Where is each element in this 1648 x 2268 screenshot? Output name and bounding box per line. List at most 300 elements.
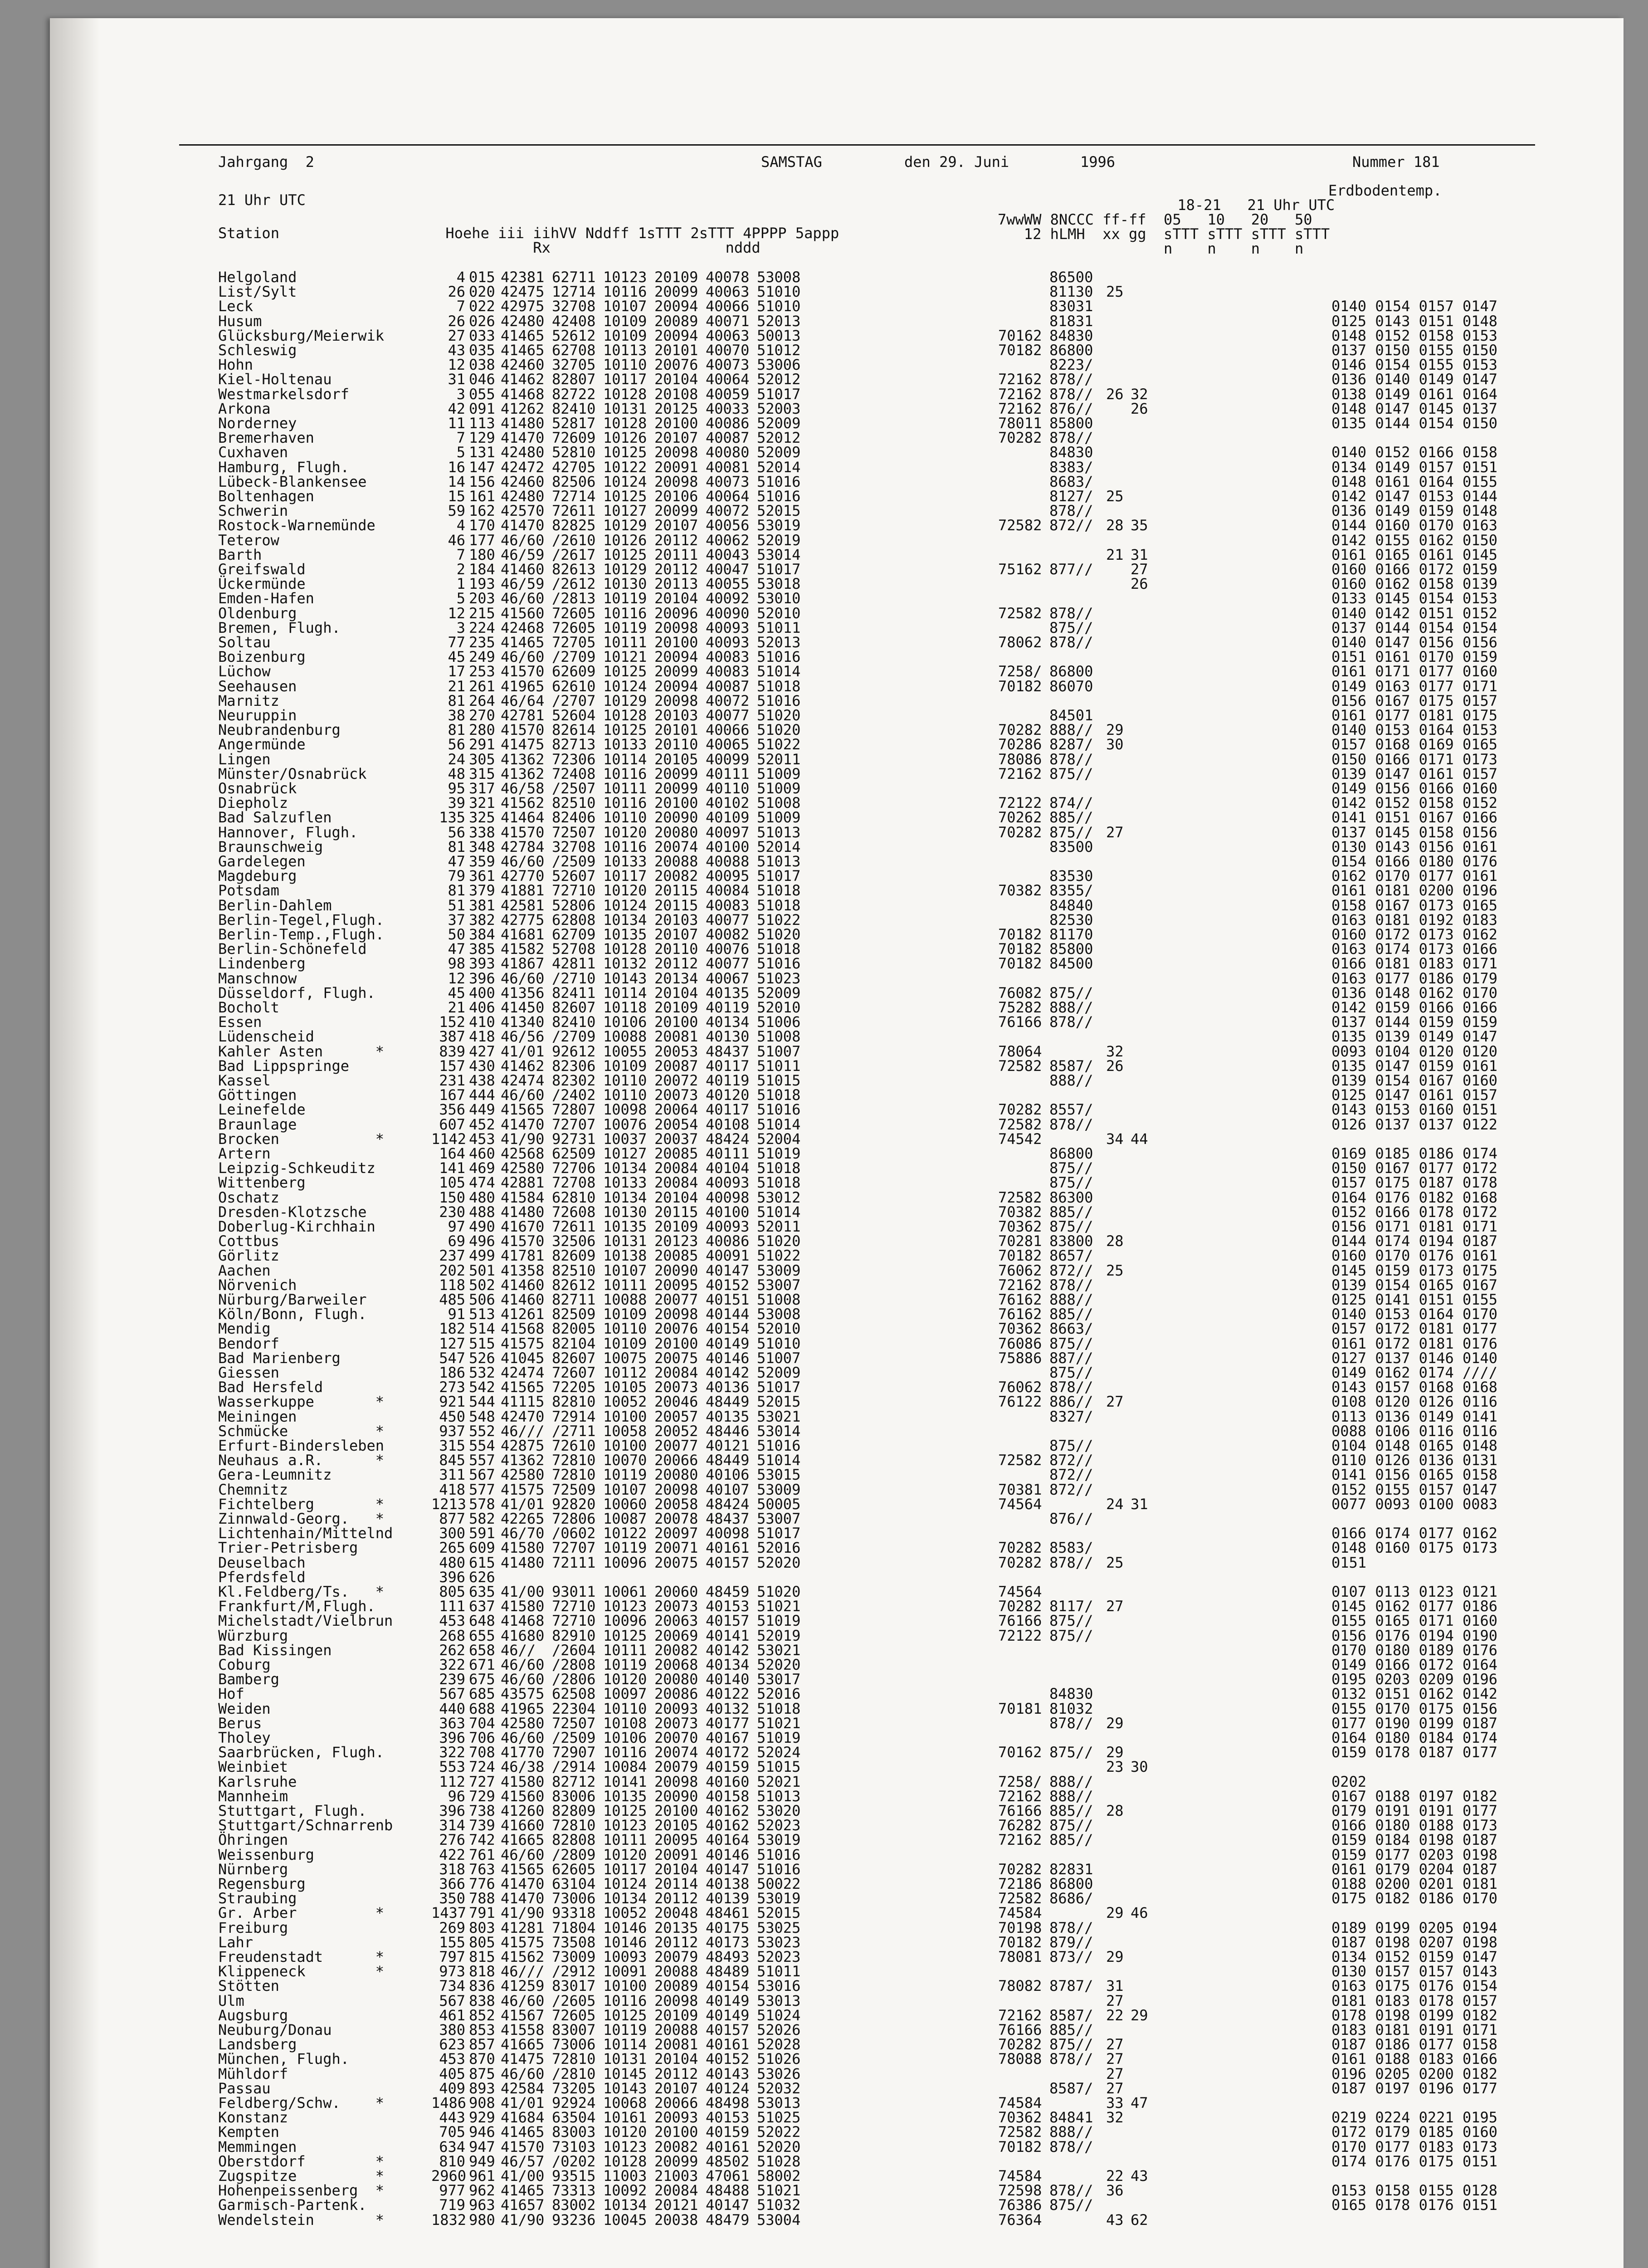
1sttt-cell: 10087 <box>603 1510 647 1527</box>
7wwww-cell: 70262 <box>998 809 1042 826</box>
2sttt-cell: 20080 <box>654 1466 698 1484</box>
table-row <box>218 1453 1648 1467</box>
1sttt-cell: 10134 <box>603 1890 647 1907</box>
hoehe-cell: 1832 <box>431 2211 467 2229</box>
soil-temps-cell: 0142 0159 0166 0166 <box>1331 999 1498 1016</box>
8nccc-cell: 878// <box>1049 2050 1093 2068</box>
hoehe-cell: 56 <box>448 823 465 841</box>
7wwww-cell: 72162 <box>998 1276 1042 1294</box>
table-row <box>218 430 1648 445</box>
table-row <box>218 1862 1648 1877</box>
5appp-cell: 52016 <box>757 1539 801 1557</box>
iii-cell: 317 <box>469 780 495 797</box>
nddff-cell: 63504 <box>552 2109 596 2126</box>
iii-cell: 022 <box>469 298 495 315</box>
hoehe-cell: 167 <box>439 1086 465 1104</box>
7wwww-cell: 7258/ <box>998 663 1042 680</box>
8nccc-cell: 81831 <box>1049 312 1093 330</box>
nddff-cell: 82910 <box>552 1627 596 1644</box>
7wwww-cell: 7258/ <box>998 1773 1042 1790</box>
station-name-cell: Kempten <box>218 2123 279 2141</box>
iii-cell: 501 <box>469 1261 495 1279</box>
iihvv-cell: 46/57 <box>501 2152 545 2170</box>
ff-xx-cell: 27 <box>1106 823 1124 841</box>
iihvv-cell: 41570 <box>501 663 545 680</box>
hoehe-cell: 26 <box>448 312 465 330</box>
table-row <box>218 752 1648 767</box>
5appp-cell: 50022 <box>757 1875 801 1892</box>
hoehe-cell: 39 <box>448 794 465 812</box>
nddff-cell: 72810 <box>552 1452 596 1469</box>
iihvv-cell: 41867 <box>501 955 545 973</box>
column-header-line: Rx nddd <box>218 239 761 256</box>
soil-temps-cell: 0161 0177 0181 0175 <box>1331 707 1498 724</box>
8nccc-cell: 878// <box>1049 2182 1093 2200</box>
hoehe-cell: 315 <box>439 1437 465 1454</box>
iihvv-cell: 42468 <box>501 619 545 636</box>
nddff-cell: 72710 <box>552 1612 596 1630</box>
4pppp-cell: 40149 <box>706 2006 750 2024</box>
8nccc-cell: 84841 <box>1049 2109 1093 2126</box>
1sttt-cell: 10125 <box>603 444 647 461</box>
hoehe-cell: 152 <box>439 1013 465 1031</box>
table-row <box>218 1175 1648 1190</box>
hoehe-cell: 440 <box>439 1700 465 1717</box>
5appp-cell: 51016 <box>757 488 801 505</box>
iii-cell: 929 <box>469 2109 495 2126</box>
soil-temps-cell: 0178 0198 0199 0182 <box>1331 2006 1498 2024</box>
hoehe-cell: 5 <box>456 444 465 461</box>
7wwww-cell: 70182 <box>998 940 1042 958</box>
8nccc-cell: 875// <box>1049 1612 1093 1630</box>
4pppp-cell: 40065 <box>706 736 750 753</box>
station-name-cell: Teterow <box>218 531 279 549</box>
nddff-cell: 93236 <box>552 2211 596 2229</box>
hoehe-cell: 11 <box>448 415 465 432</box>
station-name-cell: Brocken * <box>218 1130 385 1148</box>
5appp-cell: 51016 <box>757 955 801 973</box>
hoehe-cell: 634 <box>439 2138 465 2156</box>
2sttt-cell: 20073 <box>654 1086 698 1104</box>
station-name-cell: Karlsruhe <box>218 1773 297 1790</box>
station-name-cell: Neuhaus a.R. * <box>218 1452 385 1469</box>
nddff-cell: 52708 <box>552 940 596 958</box>
4pppp-cell: 40083 <box>706 896 750 914</box>
table-row <box>218 357 1648 372</box>
1sttt-cell: 10075 <box>603 1349 647 1367</box>
station-name-cell: Neubrandenburg <box>218 721 341 739</box>
7wwww-cell: 70282 <box>998 1101 1042 1119</box>
hoehe-cell: 12 <box>448 356 465 374</box>
ff-xx-cell: 25 <box>1106 1554 1124 1571</box>
nddff-cell: 82808 <box>552 1831 596 1849</box>
header-date: den 29. Juni <box>904 153 1009 171</box>
iii-cell: 548 <box>469 1408 495 1425</box>
iii-cell: 253 <box>469 663 495 680</box>
nddff-cell: 82005 <box>552 1320 596 1338</box>
7wwww-cell: 76364 <box>998 2211 1042 2229</box>
5appp-cell: 52032 <box>757 2079 801 2097</box>
iii-cell: 591 <box>469 1525 495 1542</box>
4pppp-cell: 40120 <box>706 1086 750 1104</box>
hoehe-cell: 237 <box>439 1247 465 1265</box>
1sttt-cell: 10125 <box>603 488 647 505</box>
soil-temps-cell: 0140 0147 0156 0156 <box>1331 634 1498 651</box>
7wwww-cell: 70182 <box>998 1933 1042 1951</box>
1sttt-cell: 10134 <box>603 1159 647 1177</box>
5appp-cell: 51011 <box>757 1963 801 1980</box>
station-name-cell: Schleswig <box>218 342 297 359</box>
2sttt-cell: 20068 <box>654 1656 698 1673</box>
4pppp-cell: 40063 <box>706 327 750 344</box>
5appp-cell: 53021 <box>757 1641 801 1659</box>
4pppp-cell: 48502 <box>706 2152 750 2170</box>
station-name-cell: Hamburg, Flugh. <box>218 458 349 476</box>
2sttt-cell: 20086 <box>654 1685 698 1703</box>
1sttt-cell: 10113 <box>603 342 647 359</box>
iii-cell: 961 <box>469 2167 495 2185</box>
nddff-cell: 72509 <box>552 1481 596 1498</box>
4pppp-cell: 40078 <box>706 269 750 286</box>
header-year: 1996 <box>1080 153 1116 171</box>
column-header-line: 21 Uhr UTC <box>218 191 306 209</box>
nddff-cell: 72608 <box>552 1203 596 1221</box>
2sttt-cell: 20075 <box>654 1349 698 1367</box>
iii-cell: 384 <box>469 926 495 943</box>
iihvv-cell: 41681 <box>501 926 545 943</box>
hoehe-cell: 141 <box>439 1159 465 1177</box>
1sttt-cell: 10088 <box>603 1028 647 1046</box>
iii-cell: 708 <box>469 1744 495 1761</box>
7wwww-cell: 72582 <box>998 1452 1042 1469</box>
7wwww-cell: 74564 <box>998 1495 1042 1513</box>
4pppp-cell: 40132 <box>706 1700 750 1717</box>
iihvv-cell: 42470 <box>501 1408 545 1425</box>
5appp-cell: 51014 <box>757 1452 801 1469</box>
4pppp-cell: 40117 <box>706 1101 750 1119</box>
hoehe-cell: 805 <box>439 1583 465 1600</box>
nddff-cell: 42408 <box>552 312 596 330</box>
7wwww-cell: 70362 <box>998 2109 1042 2126</box>
5appp-cell: 51012 <box>757 342 801 359</box>
nddff-cell: 82810 <box>552 1393 596 1411</box>
8nccc-cell: 879// <box>1049 1933 1093 1951</box>
station-name-cell: Neuburg/Donau <box>218 2021 332 2038</box>
1sttt-cell: 10116 <box>603 1744 647 1761</box>
hoehe-cell: 105 <box>439 1174 465 1192</box>
iii-cell: 449 <box>469 1101 495 1119</box>
iii-cell: 727 <box>469 1773 495 1790</box>
table-row <box>218 767 1648 781</box>
soil-temps-cell: 0153 0158 0155 0128 <box>1331 2182 1498 2200</box>
4pppp-cell: 40134 <box>706 1013 750 1031</box>
1sttt-cell: 10128 <box>603 415 647 432</box>
soil-temps-cell: 0159 0177 0203 0198 <box>1331 1846 1498 1863</box>
8nccc-cell: 84830 <box>1049 327 1093 344</box>
nddff-cell: 82612 <box>552 1276 596 1294</box>
4pppp-cell: 40147 <box>706 2196 750 2214</box>
8nccc-cell: 878// <box>1049 1554 1093 1571</box>
iii-cell: 215 <box>469 604 495 622</box>
4pppp-cell: 40153 <box>706 2109 750 2126</box>
station-name-cell: Michelstadt/Vielbrun <box>218 1612 393 1630</box>
iii-cell: 658 <box>469 1641 495 1659</box>
2sttt-cell: 20098 <box>654 1773 698 1790</box>
right-header-line: 18-21 21 Uhr UTC <box>1134 196 1335 214</box>
5appp-cell: 53013 <box>757 1992 801 2009</box>
5appp-cell: 53012 <box>757 1188 801 1206</box>
soil-temps-cell: 0169 0185 0186 0174 <box>1331 1145 1498 1162</box>
iihvv-cell: 42580 <box>501 1466 545 1484</box>
hoehe-cell: 322 <box>439 1656 465 1673</box>
hoehe-cell: 921 <box>439 1393 465 1411</box>
2sttt-cell: 20112 <box>654 2065 698 2082</box>
iihvv-cell: 41881 <box>501 882 545 899</box>
table-row <box>218 1979 1648 1993</box>
soil-temps-cell: 0155 0165 0171 0160 <box>1331 1612 1498 1630</box>
4pppp-cell: 40093 <box>706 1218 750 1235</box>
7wwww-cell: 76122 <box>998 1393 1042 1411</box>
ff-gg-cell: 47 <box>1131 2094 1148 2112</box>
nddff-cell: /2709 <box>552 648 596 666</box>
nddff-cell: 62610 <box>552 677 596 695</box>
iii-cell: 763 <box>469 1860 495 1878</box>
iii-cell: 577 <box>469 1481 495 1498</box>
table-row <box>218 1950 1648 1964</box>
8nccc-cell: 888// <box>1049 1291 1093 1308</box>
8nccc-cell: 875// <box>1049 765 1093 782</box>
iihvv-cell: 41/01 <box>501 1495 545 1513</box>
2sttt-cell: 20101 <box>654 721 698 739</box>
8nccc-cell: 875// <box>1049 1817 1093 1834</box>
7wwww-cell: 76166 <box>998 2021 1042 2038</box>
station-name-cell: Kahler Asten * <box>218 1042 385 1060</box>
4pppp-cell: 48437 <box>706 1510 750 1527</box>
table-row <box>218 2125 1648 2139</box>
2sttt-cell: 20098 <box>654 444 698 461</box>
4pppp-cell: 40142 <box>706 1364 750 1381</box>
iihvv-cell: 41260 <box>501 1802 545 1819</box>
nddff-cell: 72914 <box>552 1408 596 1425</box>
5appp-cell: 51018 <box>757 1086 801 1104</box>
8nccc-cell: 878// <box>1049 371 1093 388</box>
7wwww-cell: 76082 <box>998 984 1042 1002</box>
nddff-cell: 93011 <box>552 1583 596 1600</box>
table-row <box>218 796 1648 810</box>
nddff-cell: 72607 <box>552 1364 596 1381</box>
soil-temps-cell: 0164 0180 0184 0174 <box>1331 1729 1498 1746</box>
4pppp-cell: 40082 <box>706 926 750 943</box>
iii-cell: 857 <box>469 2036 495 2053</box>
1sttt-cell: 10052 <box>603 1393 647 1411</box>
8nccc-cell: 878// <box>1049 1013 1093 1031</box>
soil-temps-cell: 0161 0179 0204 0187 <box>1331 1860 1498 1878</box>
1sttt-cell: 10128 <box>603 707 647 724</box>
nddff-cell: 42811 <box>552 955 596 973</box>
4pppp-cell: 40091 <box>706 1247 750 1265</box>
2sttt-cell: 20109 <box>654 2006 698 2024</box>
soil-temps-cell: 0160 0166 0172 0159 <box>1331 561 1498 578</box>
hoehe-cell: 356 <box>439 1101 465 1119</box>
nddff-cell: 52817 <box>552 415 596 432</box>
soil-temps-cell: 0161 0165 0161 0145 <box>1331 546 1498 563</box>
2sttt-cell: 20098 <box>654 1481 698 1498</box>
table-row <box>218 1818 1648 1833</box>
7wwww-cell: 72598 <box>998 2182 1042 2200</box>
iii-cell: 406 <box>469 999 495 1016</box>
nddff-cell: 72706 <box>552 1159 596 1177</box>
table-row <box>218 314 1648 328</box>
8nccc-cell: 8657/ <box>1049 1247 1093 1265</box>
soil-temps-cell: 0159 0184 0198 0187 <box>1331 1831 1498 1849</box>
ff-gg-cell: 26 <box>1131 400 1148 417</box>
table-row <box>218 723 1648 737</box>
soil-temps-cell: 0148 0160 0175 0173 <box>1331 1539 1498 1557</box>
7wwww-cell: 72186 <box>998 1875 1042 1892</box>
1sttt-cell: 10133 <box>603 1174 647 1192</box>
4pppp-cell: 40071 <box>706 312 750 330</box>
table-row <box>218 591 1648 606</box>
station-name-cell: Bad Lippspringe <box>218 1057 349 1075</box>
soil-temps-cell: 0163 0175 0176 0154 <box>1331 1977 1498 1995</box>
station-name-cell: Marnitz <box>218 692 279 709</box>
nddff-cell: 82406 <box>552 809 596 826</box>
iihvv-cell: 41470 <box>501 517 545 534</box>
nddff-cell: 72611 <box>552 502 596 520</box>
5appp-cell: 53008 <box>757 269 801 286</box>
4pppp-cell: 40097 <box>706 823 750 841</box>
soil-temps-cell: 0167 0188 0197 0182 <box>1331 1787 1498 1805</box>
5appp-cell: 52009 <box>757 1364 801 1381</box>
iii-cell: 513 <box>469 1305 495 1323</box>
8nccc-cell: 8223/ <box>1049 356 1093 374</box>
hoehe-cell: 396 <box>439 1568 465 1586</box>
station-name-cell: Bad Marienberg <box>218 1349 341 1367</box>
1sttt-cell: 10124 <box>603 896 647 914</box>
iihvv-cell: 46/60 <box>501 590 545 607</box>
8nccc-cell: 872// <box>1049 1466 1093 1484</box>
soil-temps-cell: 0135 0139 0149 0147 <box>1331 1028 1498 1046</box>
soil-temps-cell: 0093 0104 0120 0120 <box>1331 1042 1498 1060</box>
hoehe-cell: 3 <box>456 385 465 403</box>
2sttt-cell: 20080 <box>654 823 698 841</box>
1sttt-cell: 10116 <box>603 1992 647 2009</box>
2sttt-cell: 20099 <box>654 502 698 520</box>
ff-xx-cell: 27 <box>1106 1393 1124 1411</box>
iii-cell: 038 <box>469 356 495 374</box>
soil-temps-cell: 0139 0147 0161 0157 <box>1331 765 1498 782</box>
1sttt-cell: 10108 <box>603 1714 647 1732</box>
hoehe-cell: 366 <box>439 1875 465 1892</box>
hoehe-cell: 623 <box>439 2036 465 2053</box>
hoehe-cell: 21 <box>448 999 465 1016</box>
2sttt-cell: 20105 <box>654 1817 698 1834</box>
hoehe-cell: 877 <box>439 1510 465 1527</box>
iihvv-cell: 42460 <box>501 356 545 374</box>
5appp-cell: 53025 <box>757 1919 801 1936</box>
iihvv-cell: 42580 <box>501 1159 545 1177</box>
iii-cell: 688 <box>469 1700 495 1717</box>
8nccc-cell: 878// <box>1049 750 1093 768</box>
station-name-cell: Osnabrück <box>218 780 297 797</box>
7wwww-cell: 70281 <box>998 1232 1042 1250</box>
2sttt-cell: 20060 <box>654 1583 698 1600</box>
hoehe-cell: 839 <box>439 1042 465 1060</box>
hoehe-cell: 265 <box>439 1539 465 1557</box>
station-name-cell: Bremerhaven <box>218 429 314 447</box>
table-row <box>218 1497 1648 1511</box>
soil-temps-cell: 0108 0120 0126 0116 <box>1331 1393 1498 1411</box>
5appp-cell: 51016 <box>757 1437 801 1454</box>
table-row <box>218 840 1648 854</box>
4pppp-cell: 40110 <box>706 780 750 797</box>
nddff-cell: 52604 <box>552 707 596 724</box>
iii-cell: 321 <box>469 794 495 812</box>
iihvv-cell: 41362 <box>501 750 545 768</box>
5appp-cell: 52023 <box>757 1817 801 1834</box>
iii-cell: 453 <box>469 1130 495 1148</box>
nddff-cell: 83003 <box>552 2123 596 2141</box>
hoehe-cell: 50 <box>448 926 465 943</box>
7wwww-cell: 72122 <box>998 1627 1042 1644</box>
7wwww-cell: 74542 <box>998 1130 1042 1148</box>
ff-xx-cell: 36 <box>1106 2182 1124 2200</box>
iihvv-cell: 46/56 <box>501 1028 545 1046</box>
soil-temps-cell: 0145 0159 0173 0175 <box>1331 1261 1498 1279</box>
iihvv-cell: 41460 <box>501 561 545 578</box>
8nccc-cell: 875// <box>1049 1627 1093 1644</box>
2sttt-cell: 20113 <box>654 575 698 593</box>
nddff-cell: 72111 <box>552 1554 596 1571</box>
4pppp-cell: 40093 <box>706 1174 750 1192</box>
5appp-cell: 52013 <box>757 634 801 651</box>
1sttt-cell: 10130 <box>603 575 647 593</box>
7wwww-cell: 76086 <box>998 1334 1042 1352</box>
soil-temps-cell: 0152 0155 0157 0147 <box>1331 1481 1498 1498</box>
8nccc-cell: 8557/ <box>1049 1101 1093 1119</box>
iii-cell: 946 <box>469 2123 495 2141</box>
table-row <box>218 2198 1648 2212</box>
table-row <box>218 2081 1648 2096</box>
2sttt-cell: 20070 <box>654 1729 698 1746</box>
8nccc-cell: 82530 <box>1049 911 1093 929</box>
iihvv-cell: 42881 <box>501 1174 545 1192</box>
hoehe-cell: 450 <box>439 1408 465 1425</box>
8nccc-cell: 888// <box>1049 1787 1093 1805</box>
iii-cell: 161 <box>469 488 495 505</box>
8nccc-cell: 86500 <box>1049 269 1093 286</box>
hoehe-cell: 48 <box>448 765 465 782</box>
iii-cell: 615 <box>469 1554 495 1571</box>
soil-temps-cell: 0166 0180 0188 0173 <box>1331 1817 1498 1834</box>
iii-cell: 742 <box>469 1831 495 1849</box>
2sttt-cell: 20099 <box>654 780 698 797</box>
iihvv-cell: 41665 <box>501 1831 545 1849</box>
table-row <box>218 1613 1648 1628</box>
table-row <box>218 1789 1648 1804</box>
right-header-line: Erdbodentemp. <box>1328 182 1442 199</box>
ff-gg-cell: 62 <box>1131 2211 1148 2229</box>
table-row <box>218 2213 1648 2227</box>
1sttt-cell: 10132 <box>603 955 647 973</box>
hoehe-cell: 231 <box>439 1072 465 1089</box>
soil-temps-cell: 0135 0144 0154 0150 <box>1331 415 1498 432</box>
8nccc-cell: 8327/ <box>1049 1408 1093 1425</box>
7wwww-cell: 72582 <box>998 2123 1042 2141</box>
2sttt-cell: 20098 <box>654 473 698 490</box>
iihvv-cell: 41475 <box>501 736 545 753</box>
4pppp-cell: 40073 <box>706 356 750 374</box>
